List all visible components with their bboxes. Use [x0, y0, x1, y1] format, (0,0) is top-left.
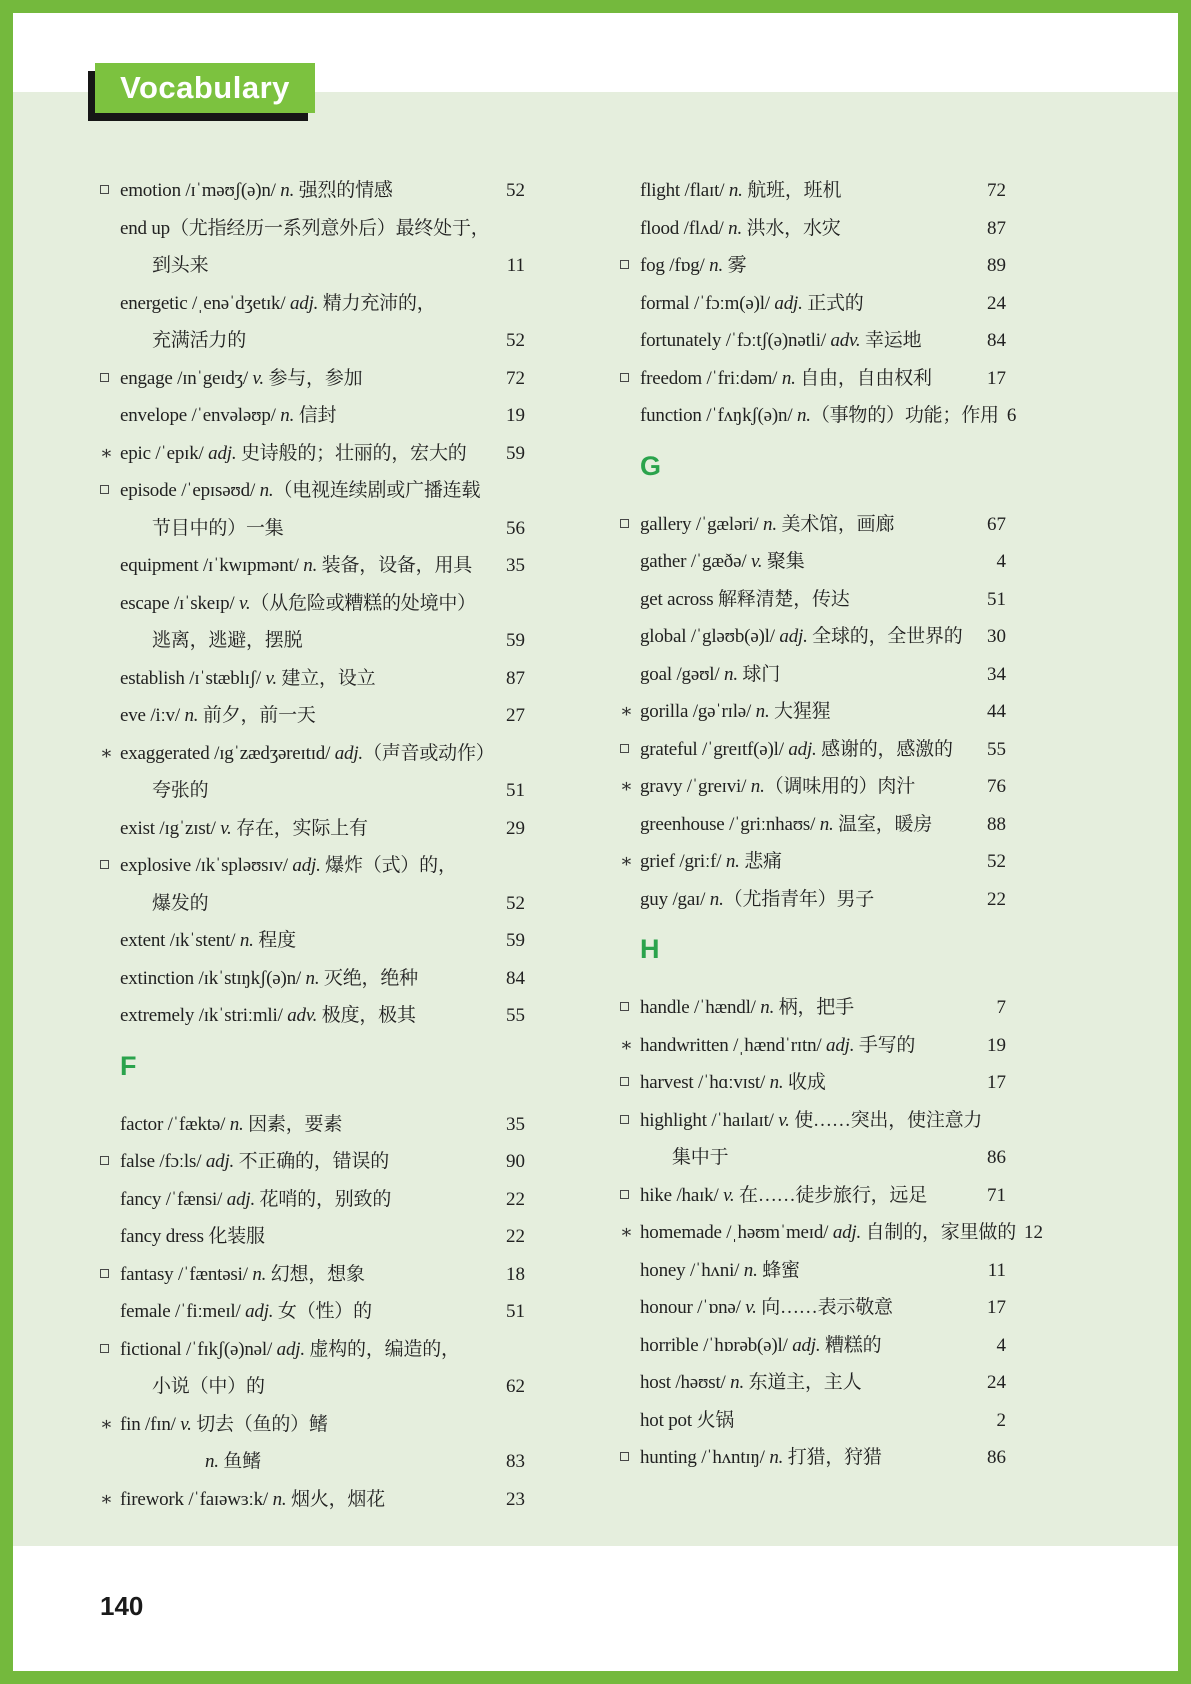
entry-line [620, 247, 1006, 285]
page-ref: 84 [506, 967, 525, 989]
page-ref: 72 [506, 367, 525, 389]
vocab-entry [100, 585, 525, 660]
entry-line [100, 1181, 525, 1219]
new-word-square-marker [100, 1144, 120, 1182]
entry-line [100, 885, 525, 923]
entry-text: hunting /ˈhʌntɪŋ/ n. 打猎，狩猎 [640, 1447, 882, 1468]
entry-line [100, 322, 525, 360]
entry-text: extinction /ɪkˈstɪŋkʃ(ə)n/ n. 灭绝，绝种 [120, 967, 418, 989]
entry-line [100, 810, 525, 848]
entry-line [620, 989, 1006, 1027]
entry-line [620, 397, 1017, 435]
entry-text: formal /ˈfɔːm(ə)l/ adj. 正式的 [640, 292, 864, 314]
entry-text: flight /flaɪt/ n. 航班，班机 [640, 180, 842, 201]
page-ref: 11 [987, 1259, 1006, 1281]
vocab-entry [620, 1064, 1006, 1102]
entry-line [100, 1481, 525, 1519]
entry-text: gallery /ˈgæləri/ n. 美术馆，画廊 [640, 513, 895, 535]
vocab-entry [620, 1177, 1006, 1215]
entry-line [100, 960, 525, 998]
entry-line [100, 360, 525, 398]
entry-line [620, 1252, 1006, 1290]
entry-text: exist /ɪgˈzɪst/ v. 存在，实际上有 [120, 817, 368, 839]
page-ref: 34 [987, 663, 1006, 685]
page-ref: 35 [506, 1113, 525, 1135]
vocab-entry [100, 1106, 525, 1144]
entry-line [100, 660, 525, 698]
entry-line [620, 1402, 1006, 1440]
entry-line [100, 622, 525, 660]
entry-line [620, 210, 1006, 248]
new-word-square-marker [620, 1065, 640, 1103]
page-ref: 84 [987, 330, 1006, 351]
vocab-entry [620, 731, 1006, 769]
entry-line [620, 1102, 1006, 1140]
vocab-entry [620, 285, 1006, 323]
entry-line [620, 506, 1006, 544]
entry-text: freedom /ˈfriːdəm/ n. 自由，自由权利 [640, 367, 932, 389]
entry-line [100, 472, 525, 510]
star-marker: ∗ [100, 442, 113, 464]
page-ref: 23 [506, 1488, 525, 1510]
vocab-entry [620, 1364, 1006, 1402]
vocabulary-banner [95, 63, 315, 113]
vocab-entry [620, 1327, 1006, 1365]
new-word-square-marker [100, 1332, 120, 1370]
page-ref: 89 [987, 255, 1006, 276]
vocab-entry [100, 1143, 525, 1181]
vocab-entry [100, 660, 525, 698]
new-word-square-marker [620, 990, 640, 1028]
page-number: 140 [100, 1591, 144, 1621]
entry-line [100, 172, 525, 210]
entry-line [620, 881, 1006, 919]
vocab-entry [620, 397, 1017, 435]
entry-text: handle /ˈhændl/ n. 柄，把手 [640, 997, 854, 1018]
vocab-entry [100, 847, 525, 922]
entry-text: flood /flʌd/ n. 洪水，水灾 [640, 217, 841, 239]
star-marker: ∗ [620, 1034, 633, 1056]
star-marker: ∗ [620, 701, 633, 722]
page-ref: 52 [987, 851, 1006, 872]
entry-line [100, 210, 525, 248]
entry-line [620, 1364, 1006, 1402]
entry-line [620, 543, 1006, 581]
new-word-square-marker [100, 361, 120, 399]
entry-text: fortunately /ˈfɔːtʃ(ə)nətli/ adv. 幸运地 [640, 330, 922, 351]
new-word-square-marker [620, 1440, 640, 1478]
entry-line [100, 697, 525, 735]
entry-line [620, 1027, 1006, 1065]
entry-text: honour /ˈɒnə/ v. 向……表示敬意 [640, 1297, 893, 1318]
page-ref: 22 [987, 888, 1006, 910]
entry-text: firework /ˈfaɪəwɜːk/ n. 烟火，烟花 [120, 1488, 385, 1510]
entry-line [620, 731, 1006, 769]
entry-line [100, 435, 525, 473]
page-ref: 27 [506, 705, 525, 726]
entry-text: exaggerated /ɪgˈzædʒəreɪtɪd/ adj.（声音或动作） [120, 742, 495, 764]
entry-text: n. 鱼鳍 [205, 1451, 262, 1472]
entry-line [100, 922, 525, 960]
page-ref: 51 [506, 1301, 525, 1322]
page-ref: 83 [506, 1451, 525, 1472]
page-ref: 19 [506, 405, 525, 426]
page-ref: 52 [506, 180, 525, 201]
entry-line [100, 847, 525, 885]
entry-text: function /ˈfʌŋkʃ(ə)n/ n.（事物的）功能；作用 [640, 405, 999, 426]
entry-text: 爆发的 [152, 892, 209, 914]
vocab-entry [620, 210, 1006, 248]
page-ref: 24 [987, 292, 1006, 314]
page-ref: 35 [506, 555, 525, 576]
page-ref: 59 [506, 442, 525, 464]
entry-line [620, 581, 1006, 619]
entry-text: guy /gaɪ/ n.（尤指青年）男子 [640, 888, 875, 910]
entry-text: factor /ˈfæktə/ n. 因素，要素 [120, 1113, 343, 1135]
entry-text: fancy /ˈfænsi/ adj. 花哨的，别致的 [120, 1188, 392, 1210]
entry-text: fancy dress 化装服 [120, 1226, 265, 1247]
entry-line [620, 806, 1006, 844]
entry-line [100, 247, 525, 285]
entry-text: grief /griːf/ n. 悲痛 [640, 851, 782, 872]
entry-text: goal /gəʊl/ n. 球门 [640, 663, 781, 685]
new-word-square-marker [620, 507, 640, 545]
page-ref: 6 [1006, 405, 1017, 426]
page-ref: 62 [506, 1376, 525, 1397]
entry-text: 小说（中）的 [152, 1376, 265, 1397]
page-ref: 12 [1024, 1222, 1043, 1243]
vocab-entry [620, 360, 1006, 398]
page-ref: 30 [987, 626, 1006, 647]
entry-text: gorilla /gəˈrɪlə/ n. 大猩猩 [640, 701, 831, 722]
vocab-entry [620, 581, 1006, 619]
vocab-entry [100, 360, 525, 398]
page-ref: 55 [987, 738, 1006, 760]
page-ref: 52 [506, 330, 525, 351]
entry-line [100, 1368, 525, 1406]
vocab-entry [620, 768, 1006, 806]
vocab-entry [100, 1481, 525, 1519]
vocab-entry [620, 1402, 1006, 1440]
entry-text: equipment /ɪˈkwɪpmənt/ n. 装备，设备，用具 [120, 555, 473, 576]
page-ref: 24 [987, 1372, 1006, 1393]
vocab-entry [620, 322, 1006, 360]
vocab-entry [620, 1289, 1006, 1327]
entry-line [620, 768, 1006, 806]
entry-text: fog /fɒg/ n. 雾 [640, 255, 747, 276]
vocab-entry [620, 806, 1006, 844]
vocab-entry [100, 810, 525, 848]
page-ref: 51 [987, 588, 1006, 610]
vocab-entry [100, 735, 525, 810]
new-word-square-marker [100, 1257, 120, 1295]
entry-line [100, 285, 525, 323]
entry-line [620, 1327, 1006, 1365]
section-letter-F: F [120, 1050, 137, 1081]
page-ref: 2 [996, 1409, 1006, 1431]
entry-text: escape /ɪˈskeɪp/ v.（从危险或糟糕的处境中） [120, 592, 476, 614]
entry-line [620, 656, 1006, 694]
page-ref: 19 [987, 1034, 1006, 1056]
page-ref: 17 [987, 367, 1006, 389]
page-ref: 22 [506, 1226, 525, 1247]
page-ref: 29 [506, 817, 525, 839]
entry-line [100, 1293, 525, 1331]
page-ref: 56 [506, 517, 525, 539]
vocab-entry [620, 1252, 1006, 1290]
page-ref: 11 [506, 255, 525, 276]
new-word-square-marker [620, 361, 640, 399]
entry-line [100, 585, 525, 623]
star-marker: ∗ [100, 742, 113, 764]
vocab-entry [100, 697, 525, 735]
entry-text: extent /ɪkˈstent/ n. 程度 [120, 930, 296, 951]
page-ref: 18 [506, 1263, 525, 1285]
entry-text: episode /ˈepɪsəʊd/ n.（电视连续剧或广播连载 [120, 480, 481, 501]
entry-line [620, 693, 1006, 731]
page-ref: 59 [506, 630, 525, 651]
entry-text: handwritten /ˌhændˈrɪtn/ adj. 手写的 [640, 1034, 916, 1056]
page-ref: 52 [506, 892, 525, 914]
new-word-square-marker [100, 473, 120, 511]
vocab-entry [100, 1218, 525, 1256]
entry-line [100, 1218, 525, 1256]
entry-text: hot pot 火锅 [640, 1409, 735, 1431]
star-marker: ∗ [620, 851, 633, 872]
page-ref: 67 [987, 513, 1006, 535]
page-ref: 44 [987, 701, 1006, 722]
star-marker: ∗ [620, 1222, 633, 1243]
page-ref: 7 [996, 997, 1006, 1018]
entry-text: 到头来 [152, 255, 209, 276]
vocab-entry [620, 989, 1006, 1027]
entry-text: host /həʊst/ n. 东道主，主人 [640, 1372, 862, 1393]
page-ref: 88 [987, 813, 1006, 835]
entry-text: greenhouse /ˈgriːnhaʊs/ n. 温室，暖房 [640, 813, 933, 835]
page-ref: 87 [987, 217, 1006, 239]
vocab-entry [100, 1331, 525, 1406]
page-ref: 86 [987, 1447, 1006, 1468]
entry-line [620, 1214, 1043, 1252]
vocab-entry [620, 1102, 1006, 1177]
vocab-entry [100, 472, 525, 547]
entry-line [620, 1064, 1006, 1102]
entry-text: 充满活力的 [152, 330, 247, 351]
new-word-square-marker [620, 732, 640, 770]
entry-line [100, 735, 525, 773]
vocab-entry [100, 547, 525, 585]
entry-line [620, 1439, 1006, 1477]
entry-line [620, 1177, 1006, 1215]
entry-text: 逃离，逃避，摆脱 [152, 630, 303, 651]
vocab-entry [100, 435, 525, 473]
entry-text: 夸张的 [152, 780, 209, 801]
entry-line [100, 1406, 525, 1444]
page-ref: 71 [987, 1184, 1006, 1206]
page-ref: 51 [506, 780, 525, 801]
vocab-entry [100, 997, 525, 1035]
vocab-entry [620, 1027, 1006, 1065]
vocabulary-banner-label: Vocabulary [120, 70, 290, 105]
vocab-entry [100, 1181, 525, 1219]
entry-line [620, 1289, 1006, 1327]
entry-text: gather /ˈgæðə/ v. 聚集 [640, 551, 805, 572]
entry-text: energetic /ˌenəˈdʒetɪk/ adj. 精力充沛的， [120, 292, 436, 314]
entry-line [620, 843, 1006, 881]
entry-text: extremely /ɪkˈstriːmli/ adv. 极度，极其 [120, 1005, 416, 1026]
vocab-column-right [620, 172, 1043, 1477]
star-marker: ∗ [100, 1413, 113, 1435]
entry-text: envelope /ˈenvələʊp/ n. 信封 [120, 405, 337, 426]
page-ref: 59 [506, 930, 525, 951]
page-ref: 22 [506, 1188, 525, 1210]
entry-text: highlight /ˈhaɪlaɪt/ v. 使……突出，使注意力 [640, 1109, 983, 1131]
entry-text: get across 解释清楚，传达 [640, 588, 850, 610]
entry-line [100, 1443, 525, 1481]
entry-line [620, 360, 1006, 398]
page-ref: 4 [996, 551, 1006, 572]
page-ref: 4 [996, 1334, 1006, 1356]
entry-text: fictional /ˈfɪkʃ(ə)nəl/ adj. 虚构的，编造的， [120, 1338, 460, 1360]
entry-text: eve /iːv/ n. 前夕，前一天 [120, 705, 316, 726]
entry-text: end up（尤指经历一系列意外后）最终处于， [120, 217, 490, 239]
entry-text: homemade /ˌhəʊmˈmeɪd/ adj. 自制的，家里做的 [640, 1222, 1016, 1243]
entry-line [620, 285, 1006, 323]
page-ref: 17 [987, 1072, 1006, 1093]
page-ref: 86 [987, 1147, 1006, 1168]
vocab-entry [620, 843, 1006, 881]
entry-text: female /ˈfiːmeɪl/ adj. 女（性）的 [120, 1301, 372, 1322]
entry-line [100, 997, 525, 1035]
entry-text: establish /ɪˈstæblɪʃ/ v. 建立，设立 [120, 667, 376, 689]
page-ref: 76 [987, 776, 1006, 797]
page-ref: 55 [506, 1005, 525, 1026]
entry-line [620, 618, 1006, 656]
page-ref: 87 [506, 667, 525, 689]
vocab-entry [620, 1439, 1006, 1477]
new-word-square-marker [620, 1103, 640, 1141]
vocab-entry [620, 656, 1006, 694]
vocab-entry [100, 960, 525, 998]
vocab-entry [100, 1293, 525, 1331]
entry-line [100, 510, 525, 548]
vocab-entry [100, 210, 525, 285]
entry-text: gravy /ˈgreɪvi/ n.（调味用的）肉汁 [640, 776, 916, 797]
section-letter-G: G [640, 450, 662, 481]
vocab-column-left [100, 172, 525, 1518]
entry-text: emotion /ɪˈməʊʃ(ə)n/ n. 强烈的情感 [120, 180, 393, 201]
entry-line [100, 772, 525, 810]
entry-text: explosive /ɪkˈspləʊsɪv/ adj. 爆炸（式）的， [120, 855, 457, 876]
vocab-entry [620, 693, 1006, 731]
entry-line [100, 1256, 525, 1294]
entry-text: honey /ˈhʌni/ n. 蜂蜜 [640, 1259, 800, 1281]
entry-text: grateful /ˈgreɪtf(ə)l/ adj. 感谢的，感激的 [640, 738, 953, 760]
page-ref: 90 [506, 1151, 525, 1172]
entry-line [620, 1139, 1006, 1177]
entry-text: global /ˈgləʊb(ə)l/ adj. 全球的，全世界的 [640, 626, 963, 647]
vocab-entry [100, 285, 525, 360]
vocab-entry [620, 172, 1006, 210]
section-letter-H: H [640, 934, 660, 964]
entry-line [100, 397, 525, 435]
page-ref: 17 [987, 1297, 1006, 1318]
vocab-entry [620, 1214, 1043, 1252]
vocab-entry [100, 922, 525, 960]
entry-line [620, 322, 1006, 360]
star-marker: ∗ [620, 776, 633, 797]
entry-line [620, 172, 1006, 210]
entry-text: harvest /ˈhɑːvɪst/ n. 收成 [640, 1072, 826, 1093]
page-ref: 72 [987, 180, 1006, 201]
entry-text: 集中于 [672, 1147, 729, 1168]
entry-line [100, 1106, 525, 1144]
entry-text: 节目中的）一集 [152, 517, 284, 539]
new-word-square-marker [100, 848, 120, 886]
vocab-entry [620, 881, 1006, 919]
vocab-entry [620, 543, 1006, 581]
entry-line [100, 1143, 525, 1181]
vocab-entry [100, 1406, 525, 1481]
entry-text: false /fɔːls/ adj. 不正确的，错误的 [120, 1151, 390, 1172]
vocab-entry [620, 247, 1006, 285]
entry-text: epic /ˈepɪk/ adj. 史诗般的；壮丽的，宏大的 [120, 442, 467, 464]
entry-text: fin /fɪn/ v. 切去（鱼的）鳍 [120, 1413, 328, 1435]
vocab-entry [100, 1256, 525, 1294]
entry-text: hike /haɪk/ v. 在……徒步旅行，远足 [640, 1184, 928, 1206]
entry-text: engage /ɪnˈgeɪdʒ/ v. 参与，参加 [120, 367, 363, 389]
entry-line [100, 1331, 525, 1369]
entry-text: fantasy /ˈfæntəsi/ n. 幻想，想象 [120, 1263, 365, 1285]
entry-text: horrible /ˈhɒrəb(ə)l/ adj. 糟糕的 [640, 1334, 882, 1356]
vocab-entry [100, 172, 525, 210]
vocab-entry [100, 397, 525, 435]
entry-line [100, 547, 525, 585]
new-word-square-marker [100, 173, 120, 211]
vocab-entry [620, 618, 1006, 656]
vocab-entry [620, 506, 1006, 544]
star-marker: ∗ [100, 1488, 113, 1510]
new-word-square-marker [620, 1178, 640, 1216]
new-word-square-marker [620, 248, 640, 286]
